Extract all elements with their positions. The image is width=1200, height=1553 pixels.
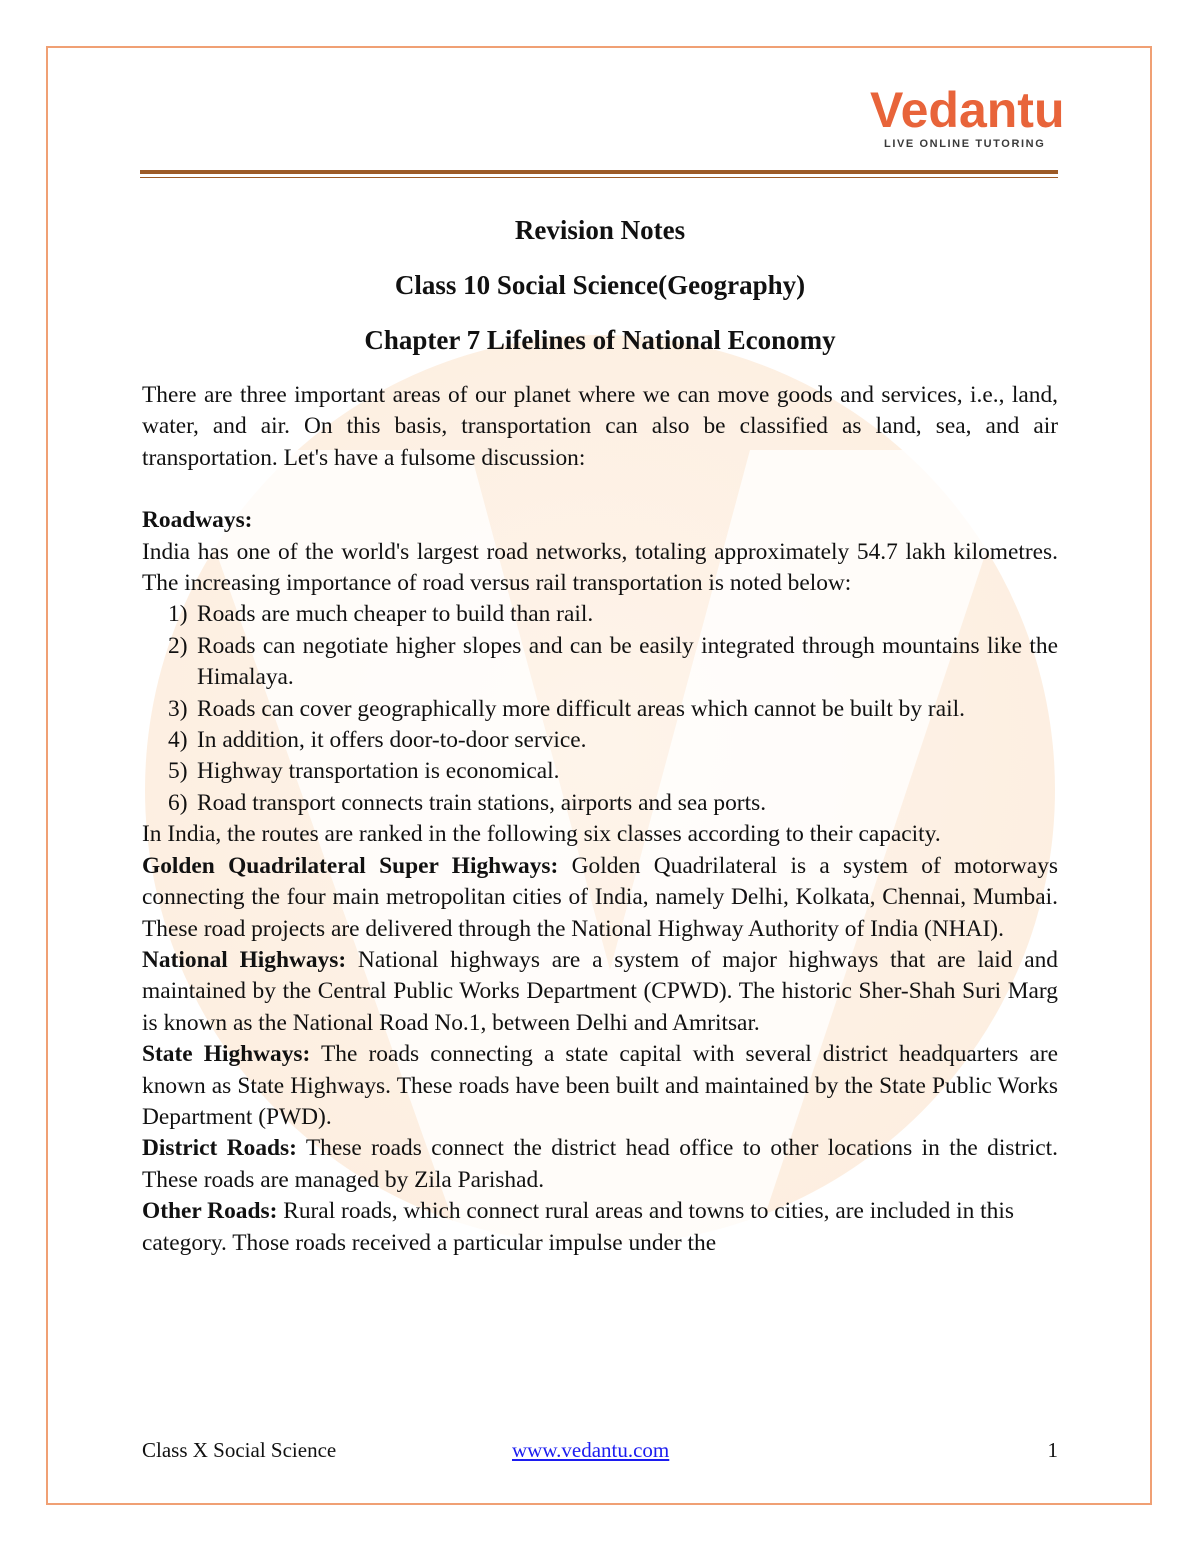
section-heading: Golden Quadrilateral Super Highways: — [142, 852, 559, 879]
list-number: 3) — [168, 695, 188, 722]
title-class: Class 10 Social Science(Geography) — [394, 270, 806, 300]
document-body — [142, 214, 1058, 1259]
header-rule — [140, 170, 1058, 174]
section-text: Golden Quadrilateral is a system of motorways connecting the four main metropolitan cities of India, namely Delhi, Kolkata, Chennai, Mumbai. These road projects are delivered through the National Highway Authority of India (NHAI). — [142, 852, 1058, 942]
list-number: 6) — [168, 789, 188, 816]
section-district-roads — [142, 1133, 1058, 1196]
section-other-roads — [142, 1196, 1058, 1259]
list-item — [142, 631, 1058, 694]
section-heading: District Roads: — [142, 1135, 297, 1162]
logo-tagline: LIVE ONLINE TUTORING — [884, 138, 1046, 150]
list-number: 2) — [168, 632, 188, 659]
vedantu-logo — [870, 82, 1065, 154]
page-footer — [142, 1438, 1058, 1468]
roadways-heading: Roadways: — [142, 507, 253, 534]
list-text: Roads can cover geographically more difficult areas which cannot be built by rail. — [197, 695, 965, 722]
section-national-highways — [142, 945, 1058, 1039]
section-text: These roads connect the district head office to other locations in the district. These roads are managed by Zila Parishad. — [142, 1135, 1058, 1193]
footer-class-label: Class X Social Science — [142, 1438, 337, 1462]
list-item — [142, 694, 1058, 725]
classes-paragraph: In India, the routes are ranked in the following six classes according to their capacity. — [142, 821, 941, 848]
list-text: Roads can negotiate higher slopes and can be easily integrated through mountains like the Himalaya. — [197, 632, 1058, 691]
list-text: Road transport connects train stations, airports and sea ports. — [197, 789, 767, 816]
footer-website-link[interactable]: www.vedantu.com — [512, 1438, 670, 1462]
section-heading: Other Roads: — [142, 1198, 278, 1225]
section-state-highways — [142, 1039, 1058, 1133]
section-heading: National Highways: — [142, 946, 347, 973]
title-chapter: Chapter 7 Lifelines of National Economy — [364, 325, 836, 355]
title-revision-notes: Revision Notes — [514, 215, 686, 245]
section-heading: State Highways: — [142, 1041, 311, 1068]
list-text: Roads are much cheaper to build than rail. — [197, 601, 594, 628]
list-number: 4) — [168, 727, 188, 754]
list-item — [142, 788, 1058, 819]
section-text: Rural roads, which connect rural areas and towns to cities, are included in this category. Those roads received a particular impulse under the — [142, 1198, 1014, 1256]
page-number: 1 — [1047, 1438, 1058, 1462]
section-text: The roads connecting a state capital with several district headquarters are known as State Highways. These roads have been built and maintained by the State Public Works Department (PWD). — [142, 1041, 1058, 1130]
logo-wordmark: Vedantu — [870, 82, 1065, 138]
list-number: 5) — [168, 758, 188, 785]
header-rule-thin — [140, 177, 1058, 178]
list-item — [142, 599, 1058, 630]
list-number: 1) — [168, 601, 188, 628]
roadways-paragraph: India has one of the world's largest road networks, totaling approximately 54.7 lakh kilometres. The increasing importance of road versus rail transportation is noted below: — [142, 538, 1058, 597]
list-text: In addition, it offers door-to-door service. — [197, 727, 587, 754]
section-golden-quadrilateral — [142, 851, 1058, 945]
list-text: Highway transportation is economical. — [197, 758, 560, 785]
list-item — [142, 725, 1058, 756]
list-item — [142, 756, 1058, 787]
intro-paragraph: There are three important areas of our planet where we can move goods and services, i.e., land, water, and air. On this basis, transportation can also be classified as land, sea, and air transportation. Let's have a fulsome discussion: — [142, 382, 1058, 471]
section-text: National highways are a system of major highways that are laid and maintained by the Central Public Works Department (CPWD). The historic Sher-Shah Suri Marg is known as the National Road No.1, between Delhi and Amritsar. — [142, 946, 1058, 1036]
roadways-list — [142, 599, 1058, 819]
